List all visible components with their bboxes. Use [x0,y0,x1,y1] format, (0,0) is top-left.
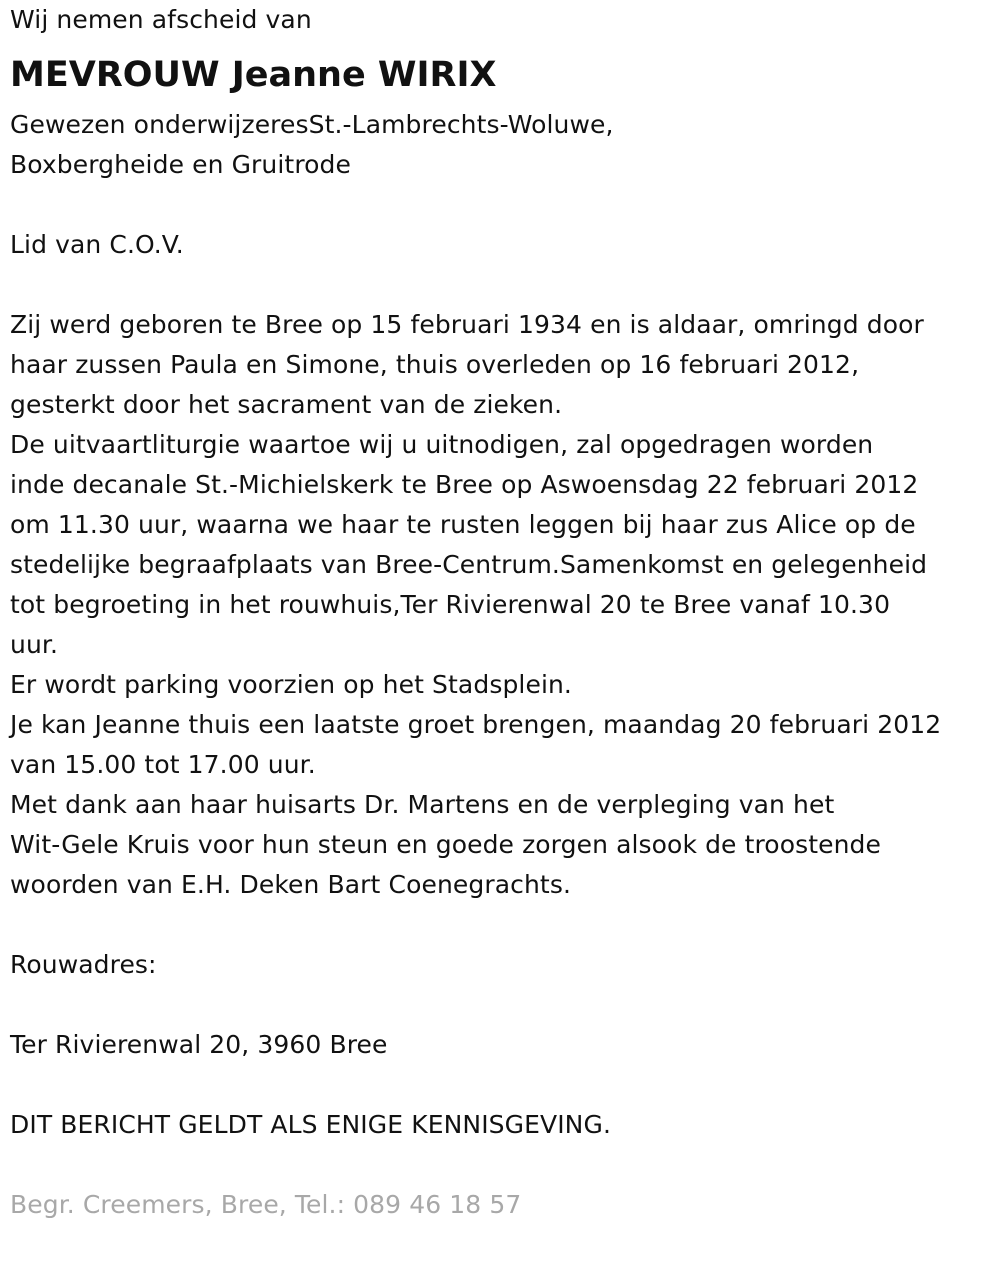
body-line: stedelijke begraafplaats van Bree-Centrum.Samenkomst en gelegenheid [10,550,928,579]
obituary-notice [10,0,995,1225]
body-line: Er wordt parking voorzien op het Stadsplein. [10,670,572,699]
spacer [10,265,995,305]
spacer [10,985,995,1025]
body-line: om 11.30 uur, waarna we haar te rusten leggen bij haar zus Alice op de [10,510,916,539]
body-line: De uitvaartliturgie waartoe wij u uitnodigen, zal opgedragen worden [10,430,874,459]
body-line: Wit-Gele Kruis voor hun steun en goede zorgen alsook de troostende [10,830,881,859]
body-line: van 15.00 tot 17.00 uur. [10,750,316,779]
body-line: woorden van E.H. Deken Bart Coenegrachts. [10,870,571,899]
body-line: Met dank aan haar huisarts Dr. Martens en de verpleging van het [10,790,835,819]
body-line: gesterkt door het sacrament van de zieken. [10,390,563,419]
undertaker-footer: Begr. Creemers, Bree, Tel.: 089 46 18 57 [10,1190,522,1219]
intro-text: Wij nemen afscheid van [10,5,312,34]
body-line: inde decanale St.-Michielskerk te Bree op Aswoensdag 22 februari 2012 [10,470,919,499]
mourning-address: Ter Rivierenwal 20, 3960 Bree [10,1030,388,1059]
membership-text: Lid van C.O.V. [10,230,184,259]
spacer [10,1145,995,1185]
body-line: uur. [10,630,59,659]
occupation-line: Boxbergheide en Gruitrode [10,150,351,179]
body-line: Zij werd geboren te Bree op 15 februari 1934 en is aldaar, omringd door [10,310,924,339]
spacer [10,1065,995,1105]
spacer [10,185,995,225]
body-line: haar zussen Paula en Simone, thuis overleden op 16 februari 2012, [10,350,860,379]
body-line: tot begroeting in het rouwhuis,Ter Rivierenwal 20 te Bree vanaf 10.30 [10,590,891,619]
address-label: Rouwadres: [10,950,157,979]
occupation-line: Gewezen onderwijzeresSt.-Lambrechts-Woluwe, [10,110,614,139]
deceased-name: MEVROUW Jeanne WIRIX [10,55,497,95]
spacer [10,905,995,945]
body-line: Je kan Jeanne thuis een laatste groet brengen, maandag 20 februari 2012 [10,710,942,739]
notice-text: DIT BERICHT GELDT ALS ENIGE KENNISGEVING. [10,1110,611,1139]
